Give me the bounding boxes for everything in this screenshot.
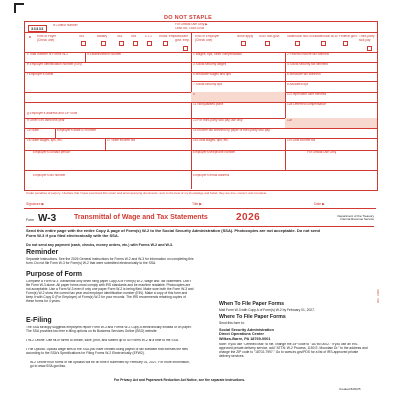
box-d-label: d Establishment number xyxy=(87,53,122,56)
official-use2-label: For Official Use Only xyxy=(307,151,337,154)
when-heading: When To File Paper Forms xyxy=(219,301,285,307)
box-9 xyxy=(191,92,286,102)
box-13[interactable] xyxy=(191,118,286,128)
w3-header xyxy=(26,213,374,225)
payer-opt-hshld: Hshld. emp. xyxy=(159,35,177,38)
w3-form-page xyxy=(14,3,386,397)
box-15-id[interactable] xyxy=(55,128,192,138)
address-line-2: Direct Operations Center xyxy=(219,332,264,337)
third-party-label: Third-party sick pay xyxy=(359,35,375,42)
box-3[interactable] xyxy=(191,62,286,72)
fax-label: Employer's fax number xyxy=(33,174,66,177)
box-14[interactable] xyxy=(191,128,377,138)
box-10-label: 10 Dependent care benefits xyxy=(287,93,327,96)
box-15-id-label: Employer's state ID number xyxy=(57,129,97,132)
box-h[interactable] xyxy=(25,118,192,128)
kind-payer-cell xyxy=(25,32,192,52)
box-2[interactable] xyxy=(285,52,377,62)
purpose-heading: Purpose of Form xyxy=(26,271,83,278)
box-1[interactable] xyxy=(191,52,286,62)
box-13-label: 13 For third-party sick pay use only xyxy=(193,119,243,122)
box-h-label: h Other EIN used this year xyxy=(27,119,65,122)
box-7[interactable] xyxy=(191,82,286,92)
fax-number[interactable] xyxy=(25,170,192,189)
box-18-label: 18 Local wages, tips, etc. xyxy=(193,139,229,142)
payer-check-943[interactable] xyxy=(119,41,124,46)
box-17-label: 17 State income tax xyxy=(107,139,136,142)
signature-label[interactable]: Signature ▶ xyxy=(26,202,45,206)
employer-check-statelocal[interactable] xyxy=(295,41,300,46)
box-5-label: 5 Medicare wages and tips xyxy=(193,73,231,76)
box-12a[interactable] xyxy=(285,102,377,118)
do-not-staple-label: DO NOT STAPLE xyxy=(164,15,213,21)
reminder-heading: Reminder xyxy=(26,249,59,256)
kind-payer-label: b xyxy=(29,36,31,39)
omb-number: OMB No. 1545-0008 xyxy=(175,27,205,30)
box-4-label: 4 Social security tax withheld xyxy=(287,63,328,66)
employer-check-federal[interactable] xyxy=(343,41,348,46)
agency-name: Department of the Treasury Internal Revenue Service xyxy=(337,214,374,222)
box-f-label: f Employer's name xyxy=(27,73,54,76)
payer-check-941[interactable] xyxy=(81,41,86,46)
box-3-label: 3 Social security wages xyxy=(193,63,227,66)
payer-opt-941: 941 xyxy=(79,35,85,38)
official-use-label: For Official Use Only ▶ xyxy=(175,23,208,26)
employer-check-statelocal501c[interactable] xyxy=(321,41,326,46)
payer-check-ct1[interactable] xyxy=(147,41,152,46)
control-number-label: a Control number xyxy=(53,24,78,27)
box-11[interactable] xyxy=(191,102,286,118)
row-f xyxy=(25,72,377,93)
where-note: Note: If you use "Certified Mail" to file, change the ZIP code to "18769-0002." If you use an IRS-approved private delivery service, add "ATTN: W-2 Process, 1150 E. Mountain Dr." to the address and change the ZIP code to "18702-7997." Go to www.irs.gov/PDS for a list of IRS-approved private delivery services. xyxy=(219,343,368,358)
address-line-3: Wilkes-Barre, PA 18769-0001 xyxy=(219,336,271,341)
contact-person[interactable] xyxy=(25,150,192,170)
kind-payer-text: Kind of Payer (Check one) xyxy=(37,35,57,42)
box-16-label: 16 State wages, tips, etc. xyxy=(27,139,63,142)
box-9-label: 9 xyxy=(193,93,195,96)
perjury-statement: Under penalties of perjury, I declare that I have examined this return and accompanying documents, and, to the best of my knowledge and belief, they are true, correct, and complete. xyxy=(26,191,268,195)
form-word: Form xyxy=(26,218,34,222)
box-14-label: 14 Income tax withheld by payer of third-party sick pay xyxy=(193,129,270,132)
third-party-check[interactable] xyxy=(367,46,372,51)
box-g-label: g Employer's address and ZIP code xyxy=(27,112,78,115)
box-g[interactable] xyxy=(25,102,192,118)
box-1-label: 1 Wages, tips, other compensation xyxy=(193,53,242,56)
kind-employer-text: Kind of Employer (Check one) xyxy=(195,35,220,42)
box-6[interactable] xyxy=(285,72,377,82)
privacy-notice: For Privacy Act and Paperwork Reduction Act Notice, see the separate instructions. xyxy=(114,378,246,382)
box-18[interactable] xyxy=(191,138,286,150)
box-e-label: e Employer identification number (EIN) xyxy=(27,63,82,66)
box-19[interactable] xyxy=(285,138,377,150)
box-12b[interactable] xyxy=(285,118,377,128)
w3-box-grid xyxy=(24,21,378,191)
payer-opt-medicare: Medicare govt. emp. xyxy=(175,35,190,42)
employer-check-none[interactable] xyxy=(241,41,246,46)
where-heading: Where To File Paper Forms xyxy=(219,314,286,320)
box-10[interactable] xyxy=(285,92,377,102)
form-title: Transmittal of Wage and Tax Statements xyxy=(74,214,208,221)
signature-rule xyxy=(24,208,376,209)
box-e[interactable] xyxy=(25,62,192,72)
crop-mark xyxy=(14,3,24,13)
box-12b-label: 12b xyxy=(287,119,293,122)
box-19-label: 19 Local income tax xyxy=(287,139,316,142)
where-body: Send this form to: xyxy=(219,321,245,325)
row-kind xyxy=(25,32,377,53)
reminder-body: Separate instructions. See the 2026 General Instructions for Forms W-2 and W-3 for information on completing this form. Do not file Form W-3 for Form(s) W-2 that were submitted electronically to the SSA. xyxy=(26,257,194,265)
employer-opt-federal: Federal govt. xyxy=(339,35,358,38)
payer-opt-944: 944 xyxy=(131,35,137,38)
telephone-label: Employer's telephone number xyxy=(193,151,236,154)
box-6-label: 6 Medicare tax withheld xyxy=(287,73,321,76)
box-11-label: 11 Nonqualified plans xyxy=(193,103,224,106)
box-16[interactable] xyxy=(25,138,106,150)
box-8-label: 8 Allocated tips xyxy=(287,83,309,86)
control-number-box: 33333 xyxy=(28,25,47,32)
efiling-bullet-2: • File Upload. Upload wage files to the SSA you have created using payroll or tax software that formats the files according to the SSA's Specifications for Filing Forms W-2 Electronically (EFW2). xyxy=(26,348,188,355)
employer-opt-501c: 501c non-govt. xyxy=(259,35,281,38)
title-label[interactable]: Title ▶ xyxy=(192,202,202,206)
box-15-label: 15 State xyxy=(27,129,39,132)
efiling-bullet-1: • W-2 Online. Use fill-in forms to create, save, print, and submit up to 50 Forms W-2 at a time to the SSA. xyxy=(26,339,179,342)
ssa-address xyxy=(219,328,274,341)
employer-opt-statelocal501c: State/local 501c xyxy=(315,35,338,38)
kind-employer-cell xyxy=(191,32,377,52)
payer-opt-943: 943 xyxy=(117,35,123,38)
box-f[interactable] xyxy=(25,72,192,92)
employer-check-501c[interactable] xyxy=(265,41,270,46)
box-12a-label: 12a Deferred compensation xyxy=(287,103,327,106)
payer-opt-military: Military xyxy=(97,35,108,38)
no-payment-note: Do not send any payment (cash, checks, money orders, etc.) with Forms W-2 and W-3. xyxy=(26,243,174,247)
box-15[interactable] xyxy=(25,128,56,138)
box-2-label: 2 Federal income tax withheld xyxy=(287,53,330,56)
address-line-1: Social Security Administration xyxy=(219,328,274,332)
row-fax xyxy=(25,170,377,189)
employer-opt-none: None apply xyxy=(237,35,254,38)
payer-check-military[interactable] xyxy=(101,41,106,46)
payer-opt-ct1: CT-1 xyxy=(145,35,152,38)
payer-check-medicare[interactable] xyxy=(183,46,188,51)
when-body: Mail Form W-3 with Copy A of Form(s) W-2 by February 01, 2027. xyxy=(219,308,315,312)
row-g xyxy=(25,102,377,119)
box-17[interactable] xyxy=(105,138,192,150)
box-c-label: c Total number of Forms W-2 xyxy=(27,53,68,56)
payer-check-hshld[interactable] xyxy=(163,41,168,46)
form-number: W-3 xyxy=(38,213,57,224)
box-4[interactable] xyxy=(285,62,377,72)
box-7-label: 7 Social security tips xyxy=(193,83,223,86)
payer-check-944[interactable] xyxy=(133,41,138,46)
official-use-box xyxy=(285,150,377,170)
header-rule xyxy=(26,226,374,227)
efiling-body: The SSA strongly suggests employers report Form W-3 and Forms W-2 Copy A electronically instead of on paper. The SSA provides two free e-filing options on its Business Services Online (BSO) website: xyxy=(26,326,192,333)
contact-person-label: Employer's contact person xyxy=(33,151,71,154)
purpose-body: Complete a Form W-3 Transmittal only when filing paper Copy A of Form(s) W-2, Wage and Tax Statement. Don't file Form W-3 alone. All paper forms must comply with IRS standards and be machine readable. Photocopies are not acceptable. Use a Form W-3 even if only one paper Form W-2 is being filed. Make sure both the Form W-3 and Form(s) W-2 show the correct tax year and employer identification number (EIN). Make a copy of this form and keep it with Copy D (For Employer) of Form(s) W-2 for your records. The IRS recommends retaining copies of these forms for 4 years. xyxy=(26,280,194,303)
side-code: W3 · 2026 xyxy=(376,289,380,303)
box-5[interactable] xyxy=(191,72,286,82)
created-date: Created 8/20/25 xyxy=(339,387,361,391)
employer-opt-statelocal: State/local non-501c xyxy=(287,35,317,38)
email-label: Employer's email address xyxy=(193,174,230,177)
row-contact xyxy=(25,150,377,171)
tax-year: 2026 xyxy=(236,212,261,223)
box-c[interactable] xyxy=(25,52,86,62)
box-d[interactable] xyxy=(85,52,192,62)
box-8[interactable] xyxy=(285,82,377,92)
send-instruction: Send this entire page with the entire Copy A page of Form(s) W-2 to the Social Security Administration (SSA). Photocopies are not acceptable. Do not send Form W-3 if you filed electronically with the SSA. xyxy=(26,228,320,238)
efiling-note: W-2 Online fill-in forms or file uploads will be on time if submitted by February 01, 2027. For more information, go to www.SSA.gov/bso. xyxy=(30,361,190,368)
efiling-heading: E-Filing xyxy=(26,317,52,324)
email-address[interactable] xyxy=(191,170,377,189)
telephone[interactable] xyxy=(191,150,286,170)
date-label[interactable]: Date ▶ xyxy=(314,202,325,206)
box-f-cont xyxy=(25,92,192,102)
